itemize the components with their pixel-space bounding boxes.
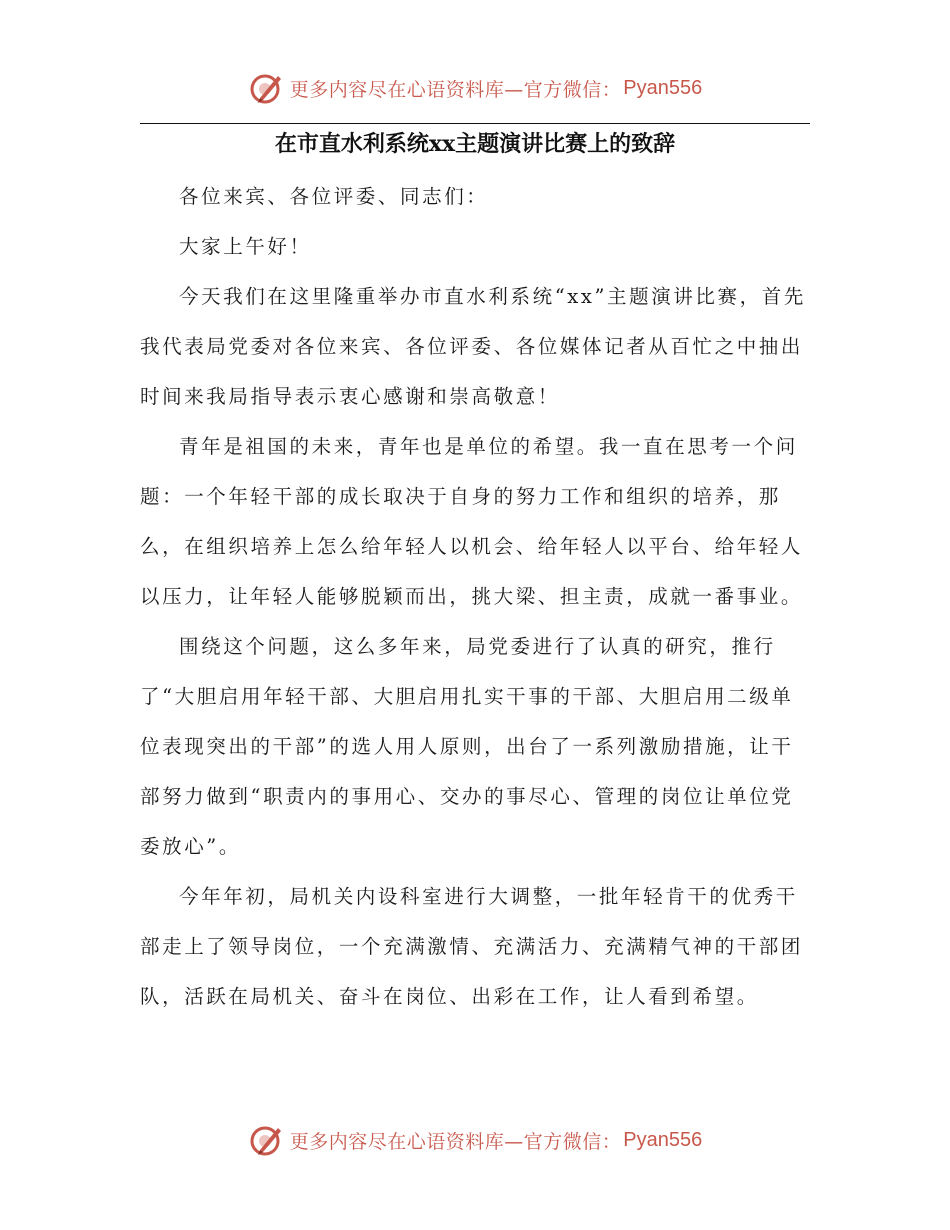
paragraph-greeting: 大家上午好！ <box>179 235 312 258</box>
header-rule-line <box>140 123 810 124</box>
header-banner-wechat-id: Pyan556 <box>623 76 703 99</box>
quill-pen-logo-icon <box>248 1122 284 1158</box>
document-title: 在市直水利系统xx主题演讲比赛上的致辞 <box>274 131 676 157</box>
document-body <box>140 172 812 1022</box>
header-banner-text: 更多内容尽在心语资料库—官方微信： <box>289 78 622 101</box>
paragraph-adjustment: 今年年初，局机关内设科室进行大调整，一批年轻肯干的优秀干部走上了领导岗位，一个充满激情、充满活力、充满精气神的干部团队，活跃在局机关、奋斗在岗位、出彩在工作，让人看到希望。 <box>140 885 804 1008</box>
footer-banner-text: 更多内容尽在心语资料库—官方微信： <box>289 1130 622 1153</box>
footer-watermark-banner <box>0 1118 950 1162</box>
paragraph-opening: 今天我们在这里隆重举办市直水利系统“xx”主题演讲比赛，首先我代表局党委对各位来宾、各位评委、各位媒体记者从百忙之中抽出时间来我局指导表示衷心感谢和崇高敬意！ <box>140 285 806 408</box>
quill-pen-logo-icon <box>248 70 284 106</box>
header-watermark-banner <box>0 66 950 110</box>
footer-banner-wechat-id: Pyan556 <box>623 1128 703 1151</box>
paragraph-salutation: 各位来宾、各位评委、同志们： <box>179 185 489 208</box>
paragraph-principles: 围绕这个问题，这么多年来，局党委进行了认真的研究，推行了“大胆启用年轻干部、大胆启用扎实干事的干部、大胆启用二级单位表现突出的干部”的选人用人原则，出台了一系列激励措施，让干部努力做到“职责内的事用心、交办的事尽心、管理的岗位让单位党委放心”。 <box>140 635 794 858</box>
paragraph-youth: 青年是祖国的未来，青年也是单位的希望。我一直在思考一个问题：一个年轻干部的成长取决于自身的努力工作和组织的培养，那么，在组织培养上怎么给年轻人以机会、给年轻人以平台、给年轻人以压力，让年轻人能够脱颖而出，挑大梁、担主责，成就一番事业。 <box>140 435 804 608</box>
